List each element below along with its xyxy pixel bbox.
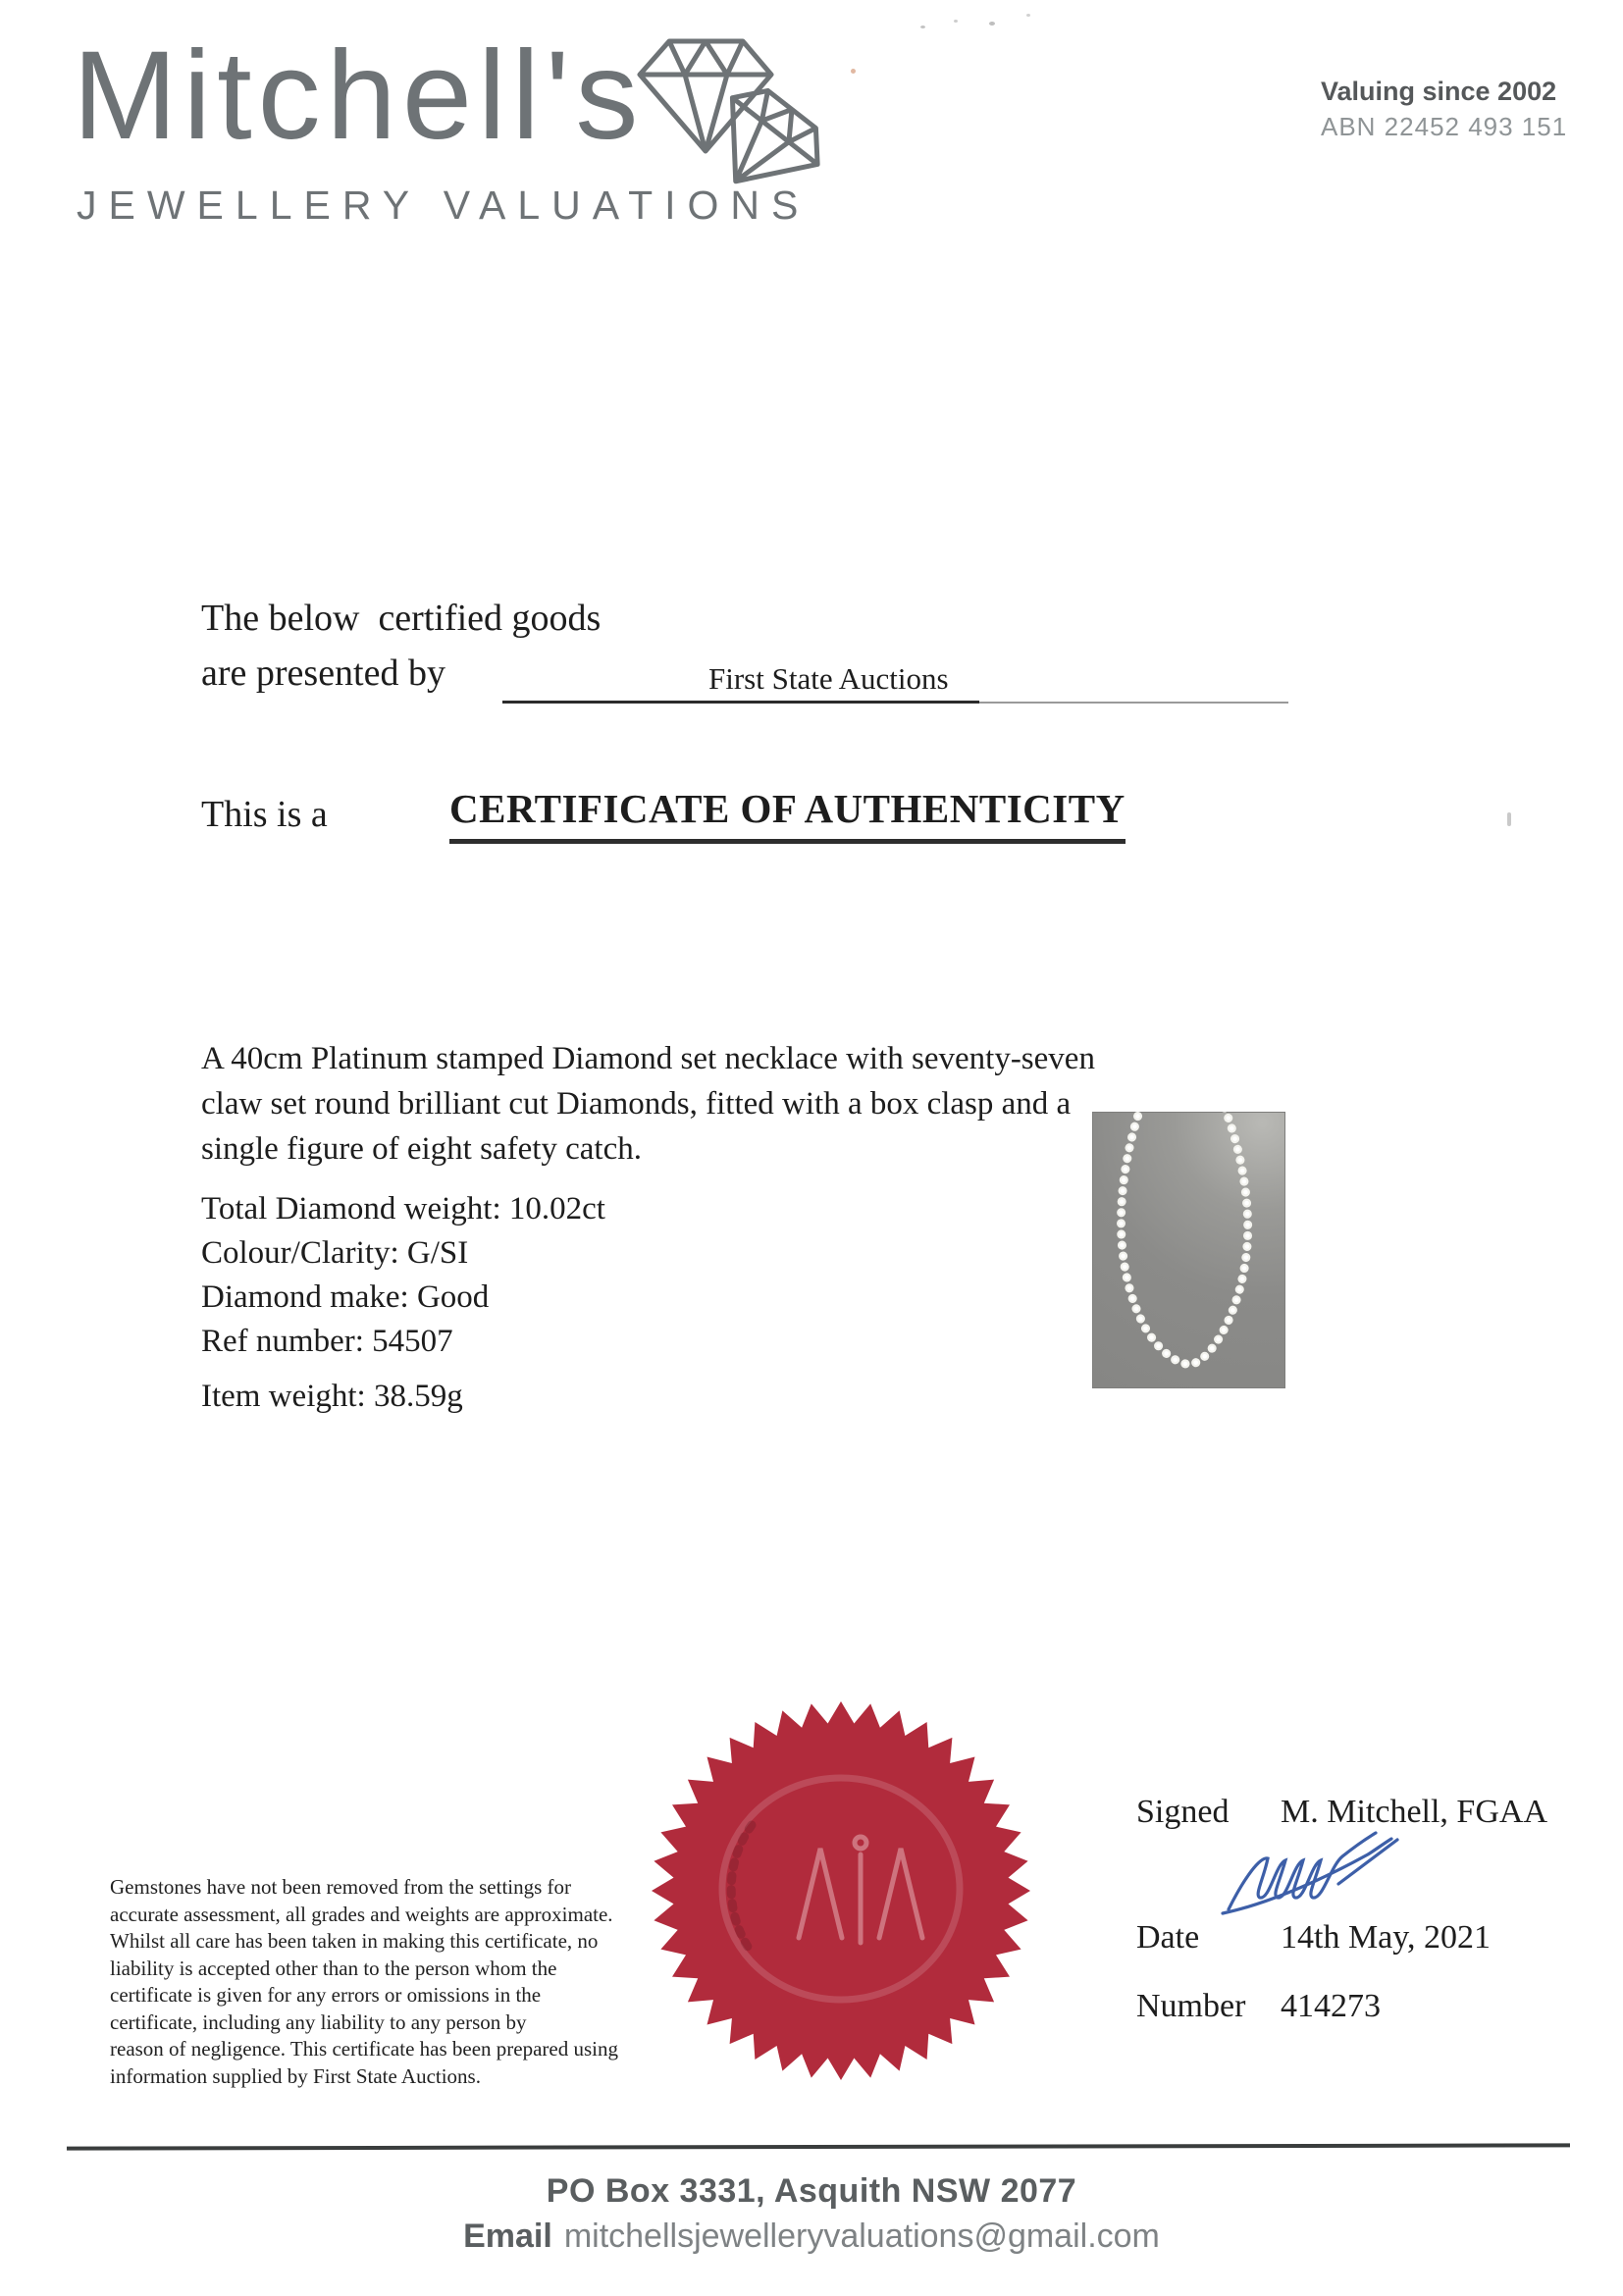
presenter-name: First State Auctions: [708, 661, 949, 696]
disclaimer-line: Whilst all care has been taken in making this certificate, no: [110, 1929, 599, 1953]
disclaimer-line: certificate, including any liability to any person by: [110, 2009, 527, 2034]
red-embossed-seal: [650, 1699, 1032, 2082]
scan-speck: [1507, 812, 1511, 826]
presenter-underline: [502, 701, 979, 704]
date-label: Date: [1136, 1919, 1200, 1956]
scan-speck: [851, 69, 856, 74]
scan-speck: [954, 20, 958, 23]
scan-speck: [989, 22, 995, 26]
item-details: [201, 1187, 605, 1364]
brand-name: Mitchell's: [73, 26, 645, 166]
footer-divider: [67, 2143, 1570, 2150]
signed-label: Signed: [1136, 1794, 1230, 1830]
disclaimer-line: information supplied by First State Auctions.: [110, 2063, 481, 2088]
presenter-underline-extension: [979, 702, 1288, 704]
signed-value: M. Mitchell, FGAA: [1281, 1794, 1547, 1830]
certificate-title: CERTIFICATE OF AUTHENTICITY: [449, 785, 1126, 844]
brand-subtitle: JEWELLERY VALUATIONS: [77, 183, 811, 228]
footer-email: [0, 2218, 1623, 2256]
disclaimer-line: reason of negligence. This certificate has been prepared using: [110, 2037, 618, 2061]
description-line: A 40cm Platinum stamped Diamond set necklace with seventy-seven: [201, 1041, 1095, 1076]
description-line: claw set round brilliant cut Diamonds, fitted with a box clasp and a: [201, 1086, 1072, 1122]
intro-line-1: The below certified goods: [201, 598, 602, 639]
abn-number: ABN 22452 493 151: [1321, 112, 1568, 141]
email-label: Email: [463, 2218, 552, 2255]
tagline: Valuing since 2002: [1321, 77, 1557, 106]
disclaimer-line: Gemstones have not been removed from the settings for: [110, 1875, 572, 1899]
title-prefix: This is a: [201, 794, 328, 835]
detail-line: Diamond make: Good: [201, 1279, 490, 1315]
disclaimer-line: certificate is given for any errors or omissions in the: [110, 1983, 542, 2007]
disclaimer-text: [110, 1874, 618, 2090]
scan-speck: [1026, 14, 1030, 17]
email-address: mitchellsjewelleryvaluations@gmail.com: [563, 2218, 1160, 2255]
footer-address: PO Box 3331, Asquith NSW 2077: [546, 2172, 1077, 2210]
number-value: 414273: [1281, 1988, 1381, 2024]
item-weight: Item weight: 38.59g: [201, 1379, 463, 1414]
detail-line: Colour/Clarity: G/SI: [201, 1235, 469, 1271]
detail-line: Ref number: 54507: [201, 1324, 453, 1359]
disclaimer-line: accurate assessment, all grades and weights are approximate.: [110, 1902, 613, 1926]
disclaimer-line: liability is accepted other than to the person whom the: [110, 1956, 557, 1980]
scan-speck: [920, 26, 925, 28]
description-line: single figure of eight safety catch.: [201, 1131, 642, 1167]
item-description: [201, 1036, 1095, 1172]
date-value: 14th May, 2021: [1281, 1919, 1492, 1956]
intro-line-2: are presented by: [201, 652, 445, 694]
diamond-necklace-photo: [1092, 1112, 1285, 1388]
detail-line: Total Diamond weight: 10.02ct: [201, 1191, 605, 1226]
handwritten-signature: [1219, 1827, 1427, 1930]
number-label: Number: [1136, 1988, 1246, 2024]
